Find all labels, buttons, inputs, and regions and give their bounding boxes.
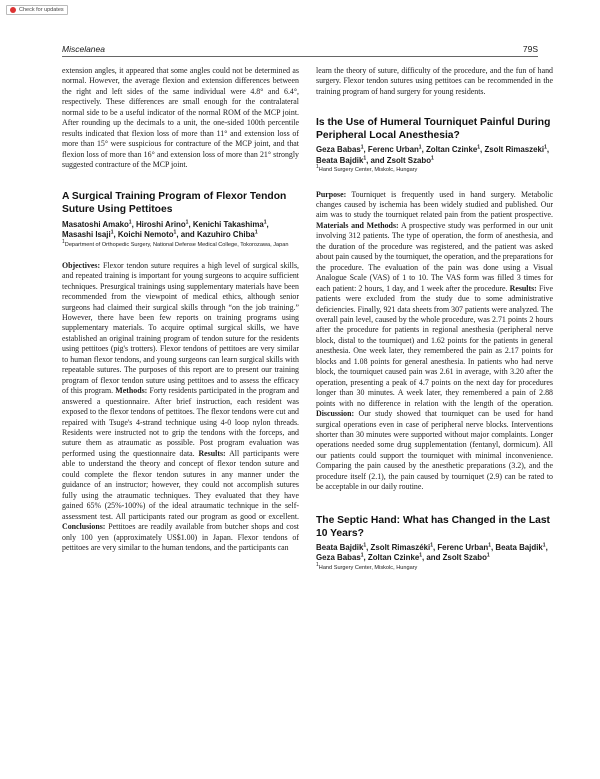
author-separator: ,	[266, 219, 269, 229]
update-circle-icon	[10, 7, 16, 13]
author-list	[62, 220, 299, 241]
author-affiliation-marker: 1	[542, 542, 546, 549]
author-separator: ,	[491, 542, 496, 552]
author-separator: , and	[176, 230, 197, 240]
author-separator: ,	[421, 145, 426, 155]
author-list	[316, 145, 553, 166]
author-separator: ,	[363, 553, 368, 563]
author-name: Masashi Isaji	[62, 230, 111, 240]
continuation-paragraph: extension angles, it appeared that some angles could not be determined as normal. However, the average flexion and extension differences between the right and left sides of the same individual were 4.8° and 6.4°, respectively. These differences are small enough for the contralateral normal side to be a useful indicator of the normal ROM of the MCP joint. After rounding up the decimals to a unit, the one-sided 100th percentile results indicated that flexion loss of more than 11° and extension loss of more than 15° were suspicious for contracture of the MCP joint, and that flexion loss of more than 16° and extension loss of more than 21° strongly suggested contracture of the MCP joint.	[62, 66, 299, 170]
continuation-paragraph: learn the theory of suture, difficulty of the procedure, and the fun of hand surgery. Flexor tendon sutures using pettitoes can be recommended in the training program of hand surgery for young residents.	[316, 66, 553, 96]
author-name: Beata Bajdik	[495, 542, 543, 552]
badge-label: Check for updates	[19, 7, 64, 13]
author-separator: ,	[546, 145, 550, 155]
article-title: Is the Use of Humeral Tourniquet Painful During Peripheral Local Anesthesia?	[316, 117, 551, 142]
discussion-text: Our study showed that tourniquet can be used for hand surgical operations even in case of peripheral nerve blocks. Interventions shorter than 30 minutes were supported without major complaints. Longer operations needed some drug supplementation (fentanyl, dormicum). All our patients could support the tourniquet with minimal inconvenience. Comparing the pain caused by the anesthetic preparations (3.2), and the procedure itself (2.1), the pain caused by tourniquet (2.9) can be rated to be acceptable in our daily routine.	[316, 409, 553, 492]
article-title: The Septic Hand: What has Changed in the Last 10 Years?	[316, 514, 550, 539]
methods-label: Materials and Methods:	[316, 220, 399, 230]
author-affiliation-marker: 1	[431, 155, 434, 162]
methods-text: Forty residents participated in the program and answered a questionnaire. After brief instruction, each resident was exposed to the flexor tendons of pettitoes. The flexor tendons were cut and repaired with Tsuge's 4-strand technique using 4-0 loop nylon threads. Residents were instructed not to grip the tendons with the forceps, and suture them as atraumatic as possible. Post program evaluation was performed using the questionnaire data.	[62, 386, 299, 458]
author-name: Geza Babas	[316, 145, 361, 155]
conclusions-text: Pettitoes are readily available from butcher shops and cost only 100 yen (approximately US$1.00) in Japan. Flexor tendons of pettitoes are very similar to the human tendons, and the participants can	[62, 522, 299, 552]
author-name: Ferenc Urban	[367, 145, 419, 155]
author-affiliation-marker: 1	[360, 552, 364, 559]
author-affiliation-marker: 1	[185, 218, 189, 225]
author-name: Zsolt Rimaszeki	[484, 145, 545, 155]
author-name: Geza Babas	[316, 553, 361, 563]
methods-label: Methods:	[115, 386, 148, 396]
objectives-label: Objectives:	[62, 260, 101, 270]
author-name: Zoltan Czinke	[425, 145, 478, 155]
author-affiliation-marker: 1	[419, 552, 422, 559]
author-affiliation-marker: 1	[110, 229, 114, 236]
abstract-body	[62, 261, 299, 554]
discussion-label: Discussion:	[316, 409, 355, 419]
purpose-label: Purpose:	[316, 189, 347, 199]
author-affiliation-marker: 1	[173, 229, 177, 236]
author-affiliation-marker: 1	[544, 144, 547, 151]
objectives-text: Flexor tendon suture requires a high level of surgical skills, and repeated training is important for young surgeons to acquire sufficient techniques. Presurgical trainings using supplementary materials have been recommended from the viewpoint of medical ethics, although senior surgeons had claimed their surgical skills through “on the job training.” However, there have been few reports on training programs using supplementary materials. To acquire optimal surgical skills, we have established an original training program of tendon suture for the residents using pettitoes (pig's trotters). Flexor tendons of pettitoes are very similar to human flexor tendons, and young surgeons can learn surgical skills with repeatable sutures. The purposes of this report are to present our training program of flexor tendon suture using pettitoes and to assess the efficacy of this program.	[62, 260, 299, 396]
author-affiliation-marker: 1	[360, 144, 364, 151]
results-label: Results:	[509, 283, 537, 293]
affiliation: $^1$Department of Orthopedic Surgery, National Defense Medical College, Tokorozawa, Japan	[62, 238, 289, 248]
affiliation: $^1$Hand Surgery Center, Miskolc, Hungary	[316, 164, 418, 174]
author-affiliation-marker: 1	[418, 144, 422, 151]
author-list	[316, 543, 553, 564]
author-name: Zoltan Czinke	[367, 553, 420, 563]
journal-section: Miscelanea	[62, 44, 105, 54]
page-number: 79S	[522, 44, 538, 54]
author-name: Hiroshi Arino	[135, 219, 186, 229]
author-separator: ,	[363, 145, 368, 155]
author-separator: ,	[545, 542, 548, 552]
author-affiliation-marker: 1	[477, 144, 481, 151]
author-separator: , and	[422, 553, 443, 563]
author-name: Beata Bajdik	[316, 155, 364, 165]
left-column	[62, 66, 299, 553]
right-column	[316, 66, 553, 572]
author-affiliation-marker: 1	[263, 218, 267, 225]
results-text: All participants were able to understand the theory and concept of flexor tendon suture and could complete the flexor tendon sutures in any manner under the guidance of an instructor; however, they could not accomplish sutures fully using the atraumatic techniques. They evaluated that they have gained 65% (25%-100%) of the ideal atraumatic technique in the self-assessment test. All participants rated our program as good or excellent.	[62, 448, 299, 521]
author-separator: ,	[131, 219, 136, 229]
affiliation: $^1$Hand Surgery Center, Miskolc, Hungary	[316, 561, 418, 571]
author-separator: ,	[480, 145, 485, 155]
author-name: Zsolt Szabo	[386, 155, 432, 165]
author-name: Ferenc Urban	[437, 542, 489, 552]
author-affiliation-marker: 1	[363, 155, 367, 162]
author-affiliation-marker: 1	[254, 229, 258, 236]
abstract-body	[316, 190, 553, 493]
author-name: Kazuhiro Chiba	[196, 230, 255, 240]
author-separator: ,	[366, 542, 371, 552]
conclusions-label: Conclusions:	[62, 522, 106, 532]
author-separator: ,	[432, 542, 438, 552]
results-label: Results:	[198, 448, 226, 458]
author-separator: ,	[113, 230, 118, 240]
methods-text: A prospective study was performed in our unit involving 312 patients. The type of operation, the form of anesthesia, and the duration of the procedure was registered, and the patient was asked about pain caused by the tourniquet, the operation, and the preparations for the procedure. The evaluation of the pain was done using a Visual Analogue Scale (VAS) of 1 to 10. The VAS form was filled 3 times for each patient: 2 hours, 1 day, and 1 week after the procedure.	[316, 220, 553, 293]
results-text: Five patients were excluded from the study due to some administrative deficiencies. Finally, 921 data sheets from 307 patients were analyzed. The overall pain level, caused by the whole procedure, was 2.71 points 2 hours after the procedure for patients in regional anesthesia (peripheral nerve block, distal to the tourniquet) and 1.62 points for the patients in general anesthesia. One week later, they remembered the pain as 2.17 points for blocks and 1.08 points for general anesthesia. In patients who had nerve block, the tourniquet caused pain was 2.61 in average, with 3.20 after the operation, presenting a peak of 4.7 points on the next day for procedures longer than 30 minutes. A week later, they remembered a pain of 2.88 points with no difference in relation with the length of the operation.	[316, 283, 553, 408]
header-rule	[62, 56, 538, 57]
running-header	[62, 40, 538, 54]
author-affiliation-marker: 1	[363, 542, 367, 549]
author-name: Masatoshi Amako	[62, 219, 129, 229]
author-name: Beata Bajdik	[316, 542, 364, 552]
author-name: Kenichi Takashima	[192, 219, 264, 229]
author-affiliation-marker: 1	[430, 542, 433, 549]
author-affiliation-marker: 1	[128, 218, 132, 225]
author-name: Zsolt Rimaszéki	[370, 542, 431, 552]
check-for-updates-badge[interactable]	[6, 5, 68, 15]
author-separator: ,	[188, 219, 193, 229]
article-title: A Surgical Training Program of Flexor Tendon Suture Using Pettitoes	[62, 190, 287, 215]
author-affiliation-marker: 1	[486, 552, 490, 559]
author-name: Zsolt Szabo	[442, 553, 487, 563]
author-affiliation-marker: 1	[488, 542, 492, 549]
purpose-text: Tourniquet is frequently used in hand surgery. Metabolic changes caused by ischemia has been widely studied and published. Our aim was to study the tourniquet related pain from the patient prospective.	[316, 189, 553, 220]
author-name: Koichi Nemoto	[117, 230, 174, 240]
author-separator: , and	[366, 155, 387, 165]
